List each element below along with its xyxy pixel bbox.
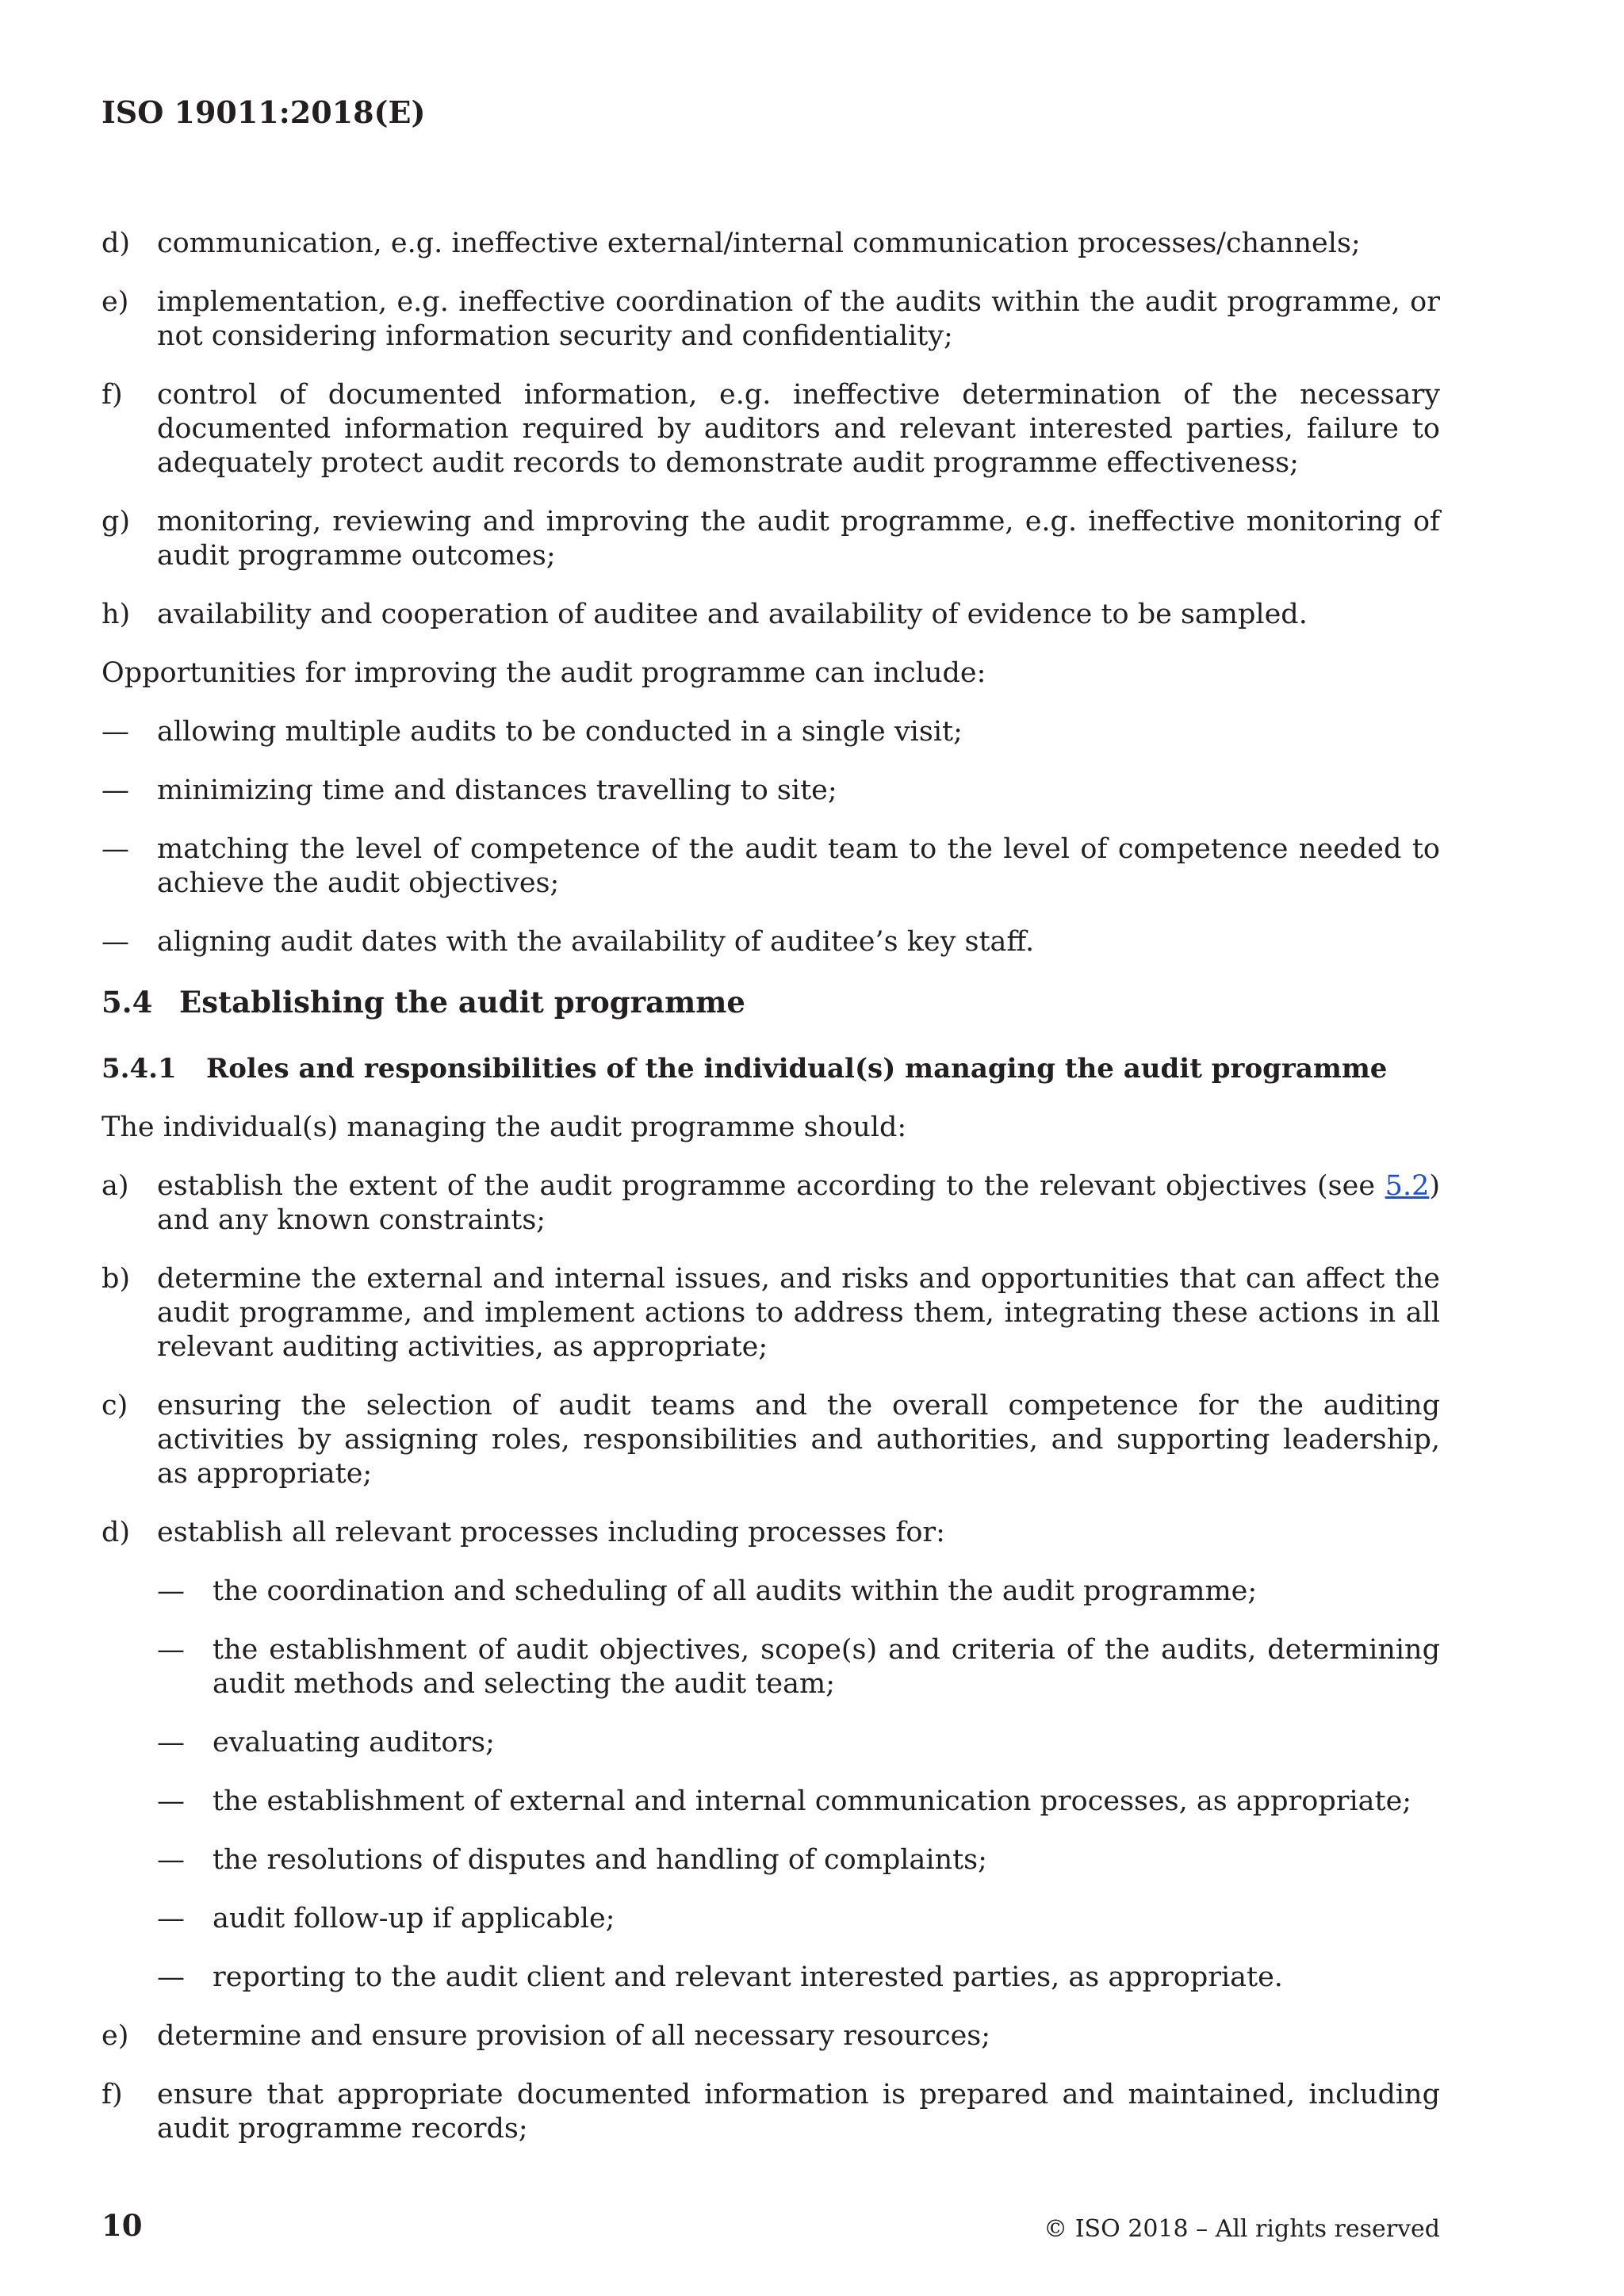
list-marker: c): [102, 1390, 128, 1422]
list-item: [102, 1262, 1440, 1364]
list-item-text: monitoring, reviewing and improving the audit programme, e.g. ineffective monitoring of audit programme outcomes;: [157, 506, 1440, 572]
list-item-text: audit follow-up if applicable;: [213, 1903, 615, 1934]
risk-list: [102, 227, 1440, 632]
list-item-text: [157, 1169, 1440, 1238]
list-item-text: evaluating auditors;: [213, 1727, 495, 1758]
dash-marker: —: [102, 926, 129, 958]
dash-marker: —: [157, 1634, 185, 1666]
subsection-title: Roles and responsibilities of the individual(s) managing the audit programme: [206, 1053, 1388, 1085]
list-item: [102, 1389, 1440, 1491]
text-segment: establish the extent of the audit programme according to the relevant objectives (see: [157, 1170, 1385, 1202]
dash-marker: —: [157, 1785, 185, 1817]
list-item-text: the establishment of audit objectives, scope(s) and criteria of the audits, determining audit methods and selecting the audit team;: [213, 1634, 1440, 1700]
dash-marker: —: [157, 1903, 185, 1934]
subsection-heading: [102, 1052, 1440, 1086]
list-item: [102, 285, 1440, 354]
section-heading: [102, 984, 1440, 1020]
list-item: [102, 505, 1440, 573]
section-title: Establishing the audit programme: [179, 985, 745, 1020]
list-marker: f): [102, 379, 123, 411]
list-marker: h): [102, 599, 131, 630]
list-item: [157, 1575, 1440, 1609]
dash-marker: —: [157, 1961, 185, 1993]
list-item: [102, 378, 1440, 480]
list-item: [102, 715, 1440, 749]
list-item: [157, 1843, 1440, 1877]
responsibilities-list: [102, 1169, 1440, 2146]
list-item-text: matching the level of competence of the audit team to the level of competence needed to achieve the audit objectives;: [157, 833, 1440, 899]
list-marker: e): [102, 2020, 129, 2052]
page-number: 10: [102, 2208, 143, 2243]
list-item: [102, 2078, 1440, 2146]
list-item: [157, 1902, 1440, 1936]
list-item: [102, 598, 1440, 632]
dash-marker: —: [102, 775, 129, 806]
list-marker: b): [102, 1263, 131, 1295]
list-item-text: establish all relevant processes including processes for:: [157, 1517, 945, 1548]
clause-reference-link[interactable]: 5.2: [1385, 1170, 1430, 1202]
list-item-text: determine the external and internal issues, and risks and opportunities that can affect the audit programme, and implement actions to address them, integrating these actions in all relevant auditing activities, as appropriate;: [157, 1263, 1440, 1363]
page-content: [102, 227, 1440, 2171]
list-item: [102, 925, 1440, 959]
list-marker: a): [102, 1170, 129, 1202]
list-item: [102, 832, 1440, 901]
text-segment: ) and any known constraints;: [157, 1170, 1440, 1236]
list-item: [157, 1726, 1440, 1760]
dash-marker: —: [157, 1727, 185, 1758]
list-item-text: ensuring the selection of audit teams and the overall competence for the auditing activities by assigning roles, responsibilities and authorities, and supporting leadership, as appropriate;: [157, 1390, 1440, 1490]
list-item-text: minimizing time and distances travelling to site;: [157, 775, 837, 806]
list-item: [157, 1785, 1440, 1819]
list-marker: d): [102, 228, 131, 259]
list-item-text: aligning audit dates with the availability of auditee’s key staff.: [157, 926, 1035, 958]
dash-marker: —: [157, 1844, 185, 1876]
list-item: [102, 1516, 1440, 1550]
list-marker: d): [102, 1517, 131, 1548]
list-item-text: the establishment of external and internal communication processes, as appropriate;: [213, 1785, 1412, 1817]
dash-marker: —: [157, 1575, 185, 1607]
list-item-text: the resolutions of disputes and handling of complaints;: [213, 1844, 987, 1876]
list-marker: g): [102, 506, 131, 538]
list-item: [157, 1961, 1440, 1995]
list-item: [102, 2019, 1440, 2053]
opportunities-list: [102, 715, 1440, 959]
list-item: [102, 774, 1440, 808]
list-item-text: availability and cooperation of auditee and availability of evidence to be sampled.: [157, 599, 1308, 630]
list-item: [102, 227, 1440, 261]
list-item-text: reporting to the audit client and relevant interested parties, as appropriate.: [213, 1961, 1283, 1993]
list-item-text: the coordination and scheduling of all audits within the audit programme;: [213, 1575, 1258, 1607]
copyright-notice: © ISO 2018 – All rights reserved: [1044, 2215, 1440, 2243]
list-marker: e): [102, 286, 129, 318]
list-item-text: implementation, e.g. ineffective coordination of the audits within the audit programme, or not considering information security and confidentiality;: [157, 286, 1440, 352]
process-sublist: [157, 1575, 1440, 1995]
opportunities-intro: Opportunities for improving the audit programme can include:: [102, 657, 986, 689]
document-identifier: ISO 19011:2018(E): [102, 94, 426, 130]
section-number: 5.4: [102, 985, 153, 1020]
subsection-number: 5.4.1: [102, 1053, 177, 1085]
list-item-text: communication, e.g. ineffective external/internal communication processes/channels;: [157, 228, 1361, 259]
list-item-text: determine and ensure provision of all necessary resources;: [157, 2020, 991, 2052]
list-item: [102, 1169, 1440, 1238]
list-marker: f): [102, 2079, 123, 2110]
dash-marker: —: [102, 716, 129, 748]
subsection-intro: The individual(s) managing the audit programme should:: [102, 1112, 907, 1143]
list-item-text: ensure that appropriate documented information is prepared and maintained, including audit programme records;: [157, 2079, 1440, 2145]
list-item-text: allowing multiple audits to be conducted in a single visit;: [157, 716, 963, 748]
list-item: [157, 1633, 1440, 1701]
list-item-text: control of documented information, e.g. ineffective determination of the necessary documented information required by auditors and relevant interested parties, failure to adequately protect audit records to demonstrate audit programme effectiveness;: [157, 379, 1440, 479]
dash-marker: —: [102, 833, 129, 865]
